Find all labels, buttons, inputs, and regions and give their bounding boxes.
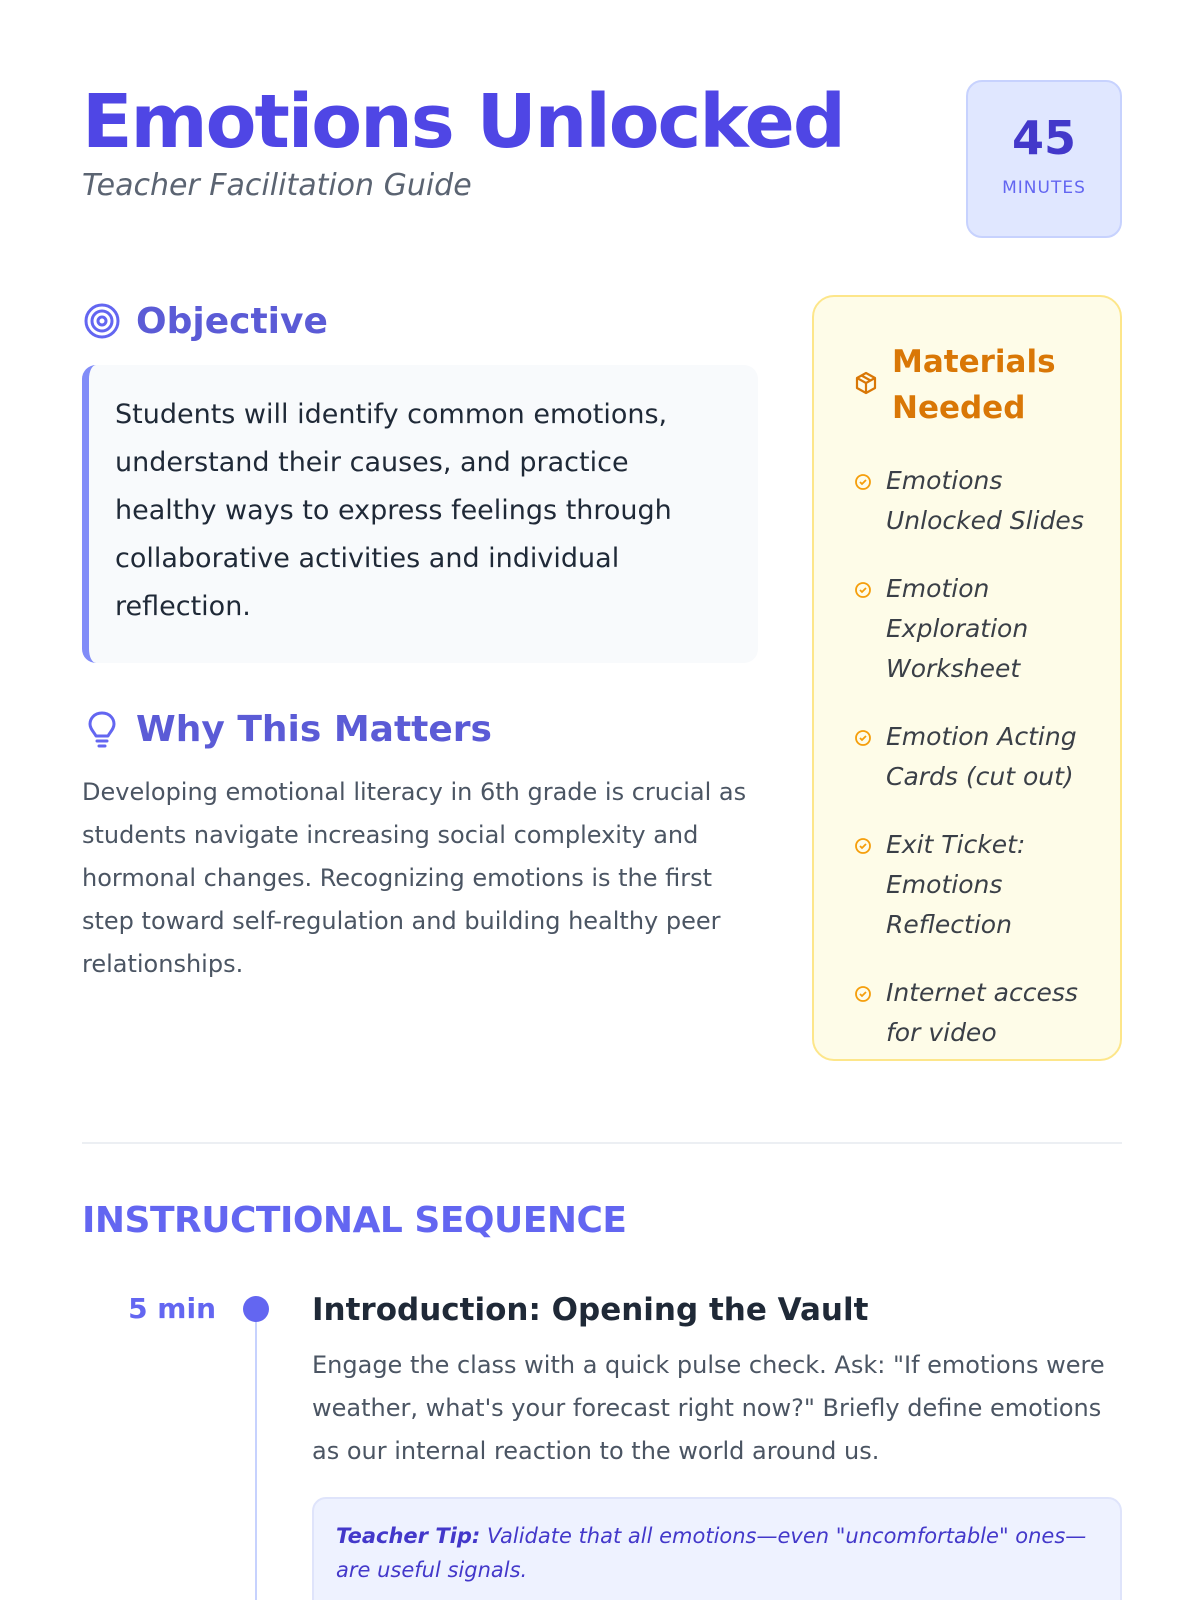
step-title: Introduction: Opening the Vault bbox=[312, 1292, 869, 1328]
material-label: Exit Ticket: Emotions Reflection bbox=[886, 830, 1026, 939]
list-item bbox=[854, 973, 1090, 1053]
material-label: Emotions Unlocked Slides bbox=[886, 466, 1084, 535]
objective-card bbox=[82, 365, 758, 663]
check-circle-icon bbox=[854, 985, 872, 1007]
list-item bbox=[854, 569, 1090, 689]
duration-label: MINUTES bbox=[1002, 178, 1086, 198]
teacher-tip-body: Validate that all emotions—even "uncomfortable" ones—are useful signals. bbox=[336, 1524, 1087, 1582]
materials-title: Materials Needed bbox=[892, 344, 1056, 426]
list-item bbox=[854, 461, 1090, 541]
step-time: 5 min bbox=[128, 1292, 216, 1325]
sequence-title: INSTRUCTIONAL SEQUENCE bbox=[82, 1200, 627, 1241]
check-circle-icon bbox=[854, 837, 872, 859]
section-divider bbox=[82, 1142, 1122, 1144]
objective-heading bbox=[82, 295, 758, 347]
step-description: Engage the class with a quick pulse check. Ask: "If emotions were weather, what's your forecast right now?" Briefly define emotions as our internal reaction to the world around us. bbox=[312, 1351, 1105, 1465]
page-title: Emotions Unlocked bbox=[82, 79, 844, 165]
timeline-line bbox=[255, 1310, 257, 1600]
check-circle-icon bbox=[854, 729, 872, 751]
teacher-tip-label: Teacher Tip: bbox=[336, 1524, 481, 1548]
check-circle-icon bbox=[854, 581, 872, 603]
material-label: Emotion Acting Cards (cut out) bbox=[886, 722, 1077, 791]
list-item bbox=[854, 825, 1090, 945]
duration-badge bbox=[966, 80, 1122, 238]
page-subtitle: Teacher Facilitation Guide bbox=[82, 168, 472, 203]
objective-text: Students will identify common emotions, understand their causes, and practice healthy ways to express feelings through collaborative activities and individual reflection. bbox=[115, 399, 672, 622]
page-header bbox=[82, 78, 1122, 248]
lightbulb-icon bbox=[82, 709, 122, 749]
check-circle-icon bbox=[854, 473, 872, 495]
objective-heading-label: Objective bbox=[136, 300, 328, 342]
material-label: Emotion Exploration Worksheet bbox=[886, 574, 1029, 683]
list-item bbox=[854, 717, 1090, 797]
why-heading-label: Why This Matters bbox=[136, 708, 492, 750]
duration-value: 45 bbox=[1011, 111, 1076, 165]
sequence-step bbox=[312, 1290, 1122, 1600]
why-heading bbox=[82, 703, 758, 755]
teacher-tip-text bbox=[336, 1519, 1096, 1587]
why-text: Developing emotional literacy in 6th grade is crucial as students navigate increasing social complexity and hormonal changes. Recognizing emotions is the first step toward self-regulation and building healthy peer relationships. bbox=[82, 778, 747, 978]
materials-panel bbox=[812, 295, 1122, 1061]
materials-list bbox=[854, 461, 1090, 1053]
materials-heading bbox=[854, 339, 1090, 431]
overview-column bbox=[82, 295, 758, 986]
material-label: Internet access for video bbox=[886, 978, 1078, 1047]
target-icon bbox=[82, 301, 122, 341]
teacher-tip bbox=[312, 1497, 1122, 1600]
timeline-dot bbox=[243, 1296, 269, 1322]
package-icon bbox=[854, 371, 878, 399]
